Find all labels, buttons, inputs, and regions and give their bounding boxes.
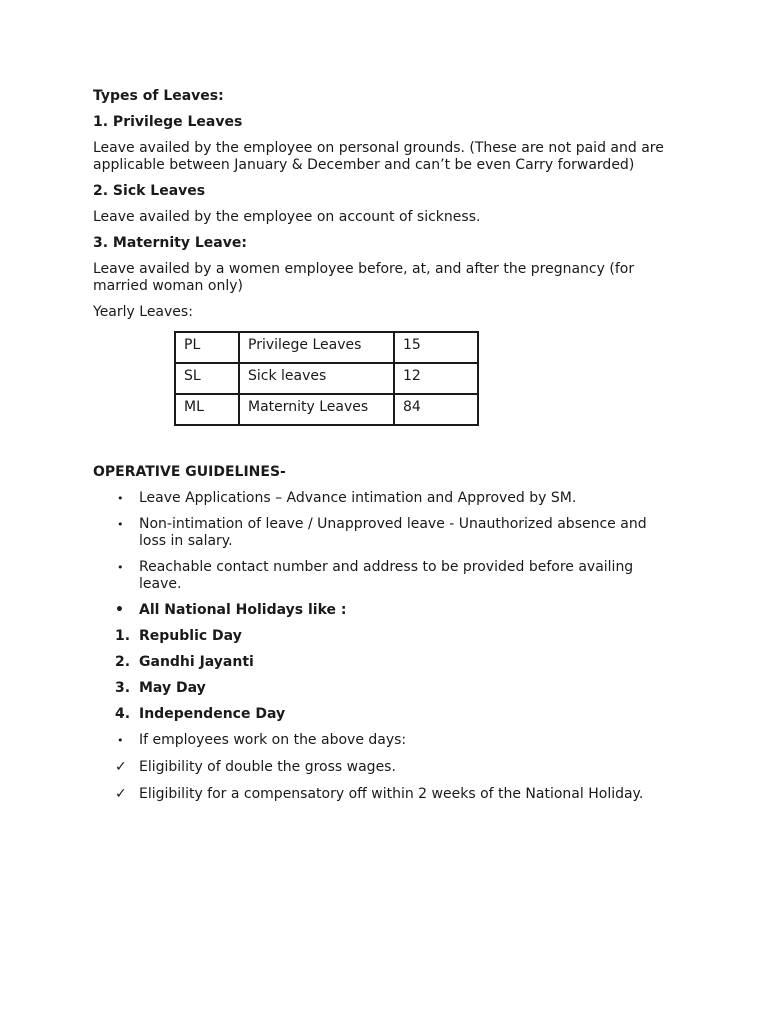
holidays-intro: All National Holidays like : <box>139 602 347 618</box>
leave-code-cell: SL <box>175 363 239 394</box>
sick-leaves-heading: 2. Sick Leaves <box>93 183 206 199</box>
bullet-icon: • <box>115 602 124 618</box>
guidelines-list <box>93 490 693 803</box>
leave-name-cell: Sick leaves <box>239 363 394 394</box>
list-item <box>93 602 693 619</box>
yearly-leaves-label: Yearly Leaves: <box>93 304 193 320</box>
list-item <box>93 628 693 645</box>
list-item-text-line-2: leave. <box>139 576 182 592</box>
table-row <box>175 394 478 425</box>
privilege-leaves-heading: 1. Privilege Leaves <box>93 114 243 130</box>
holiday-name: Independence Day <box>139 706 286 722</box>
bullet-icon: • <box>117 561 124 574</box>
maternity-leave-text-line-2: married woman only) <box>93 278 243 294</box>
list-item <box>93 680 693 697</box>
leave-code-cell: PL <box>175 332 239 363</box>
types-title: Types of Leaves: <box>93 88 224 104</box>
table-row <box>175 332 478 363</box>
list-number: 3. <box>115 680 131 696</box>
yearly-leaves-table <box>174 331 479 426</box>
list-item-text-line-1: Reachable contact number and address to be provided before availing <box>139 559 634 575</box>
sick-leaves-text: Leave availed by the employee on account of sickness. <box>93 209 481 225</box>
list-number: 1. <box>115 628 131 644</box>
leave-code-cell: ML <box>175 394 239 425</box>
holiday-name: Gandhi Jayanti <box>139 654 254 670</box>
table-row <box>175 363 478 394</box>
leave-name-cell: Privilege Leaves <box>239 332 394 363</box>
check-icon: ✓ <box>115 786 127 802</box>
operative-guidelines-title: OPERATIVE GUIDELINES- <box>93 464 286 480</box>
list-item <box>93 490 693 507</box>
maternity-leave-heading: 3. Maternity Leave: <box>93 235 247 251</box>
list-item <box>93 786 693 803</box>
privilege-leaves-text-line-2: applicable between January & December and can’t be even Carry forwarded) <box>93 157 635 173</box>
list-item <box>93 654 693 671</box>
holiday-name: May Day <box>139 680 206 696</box>
leave-name-cell: Maternity Leaves <box>239 394 394 425</box>
holiday-name: Republic Day <box>139 628 242 644</box>
list-number: 4. <box>115 706 131 722</box>
list-item-text: Leave Applications – Advance intimation and Approved by SM. <box>139 490 577 506</box>
bullet-icon: • <box>117 734 124 747</box>
list-item <box>93 759 693 776</box>
list-item-text-line-2: loss in salary. <box>139 533 233 549</box>
work-intro: If employees work on the above days: <box>139 732 407 748</box>
list-item <box>93 706 693 723</box>
list-item <box>93 516 693 550</box>
privilege-leaves-text-line-1: Leave availed by the employee on personal grounds. (These are not paid and are <box>93 140 664 156</box>
list-item <box>93 732 693 749</box>
leave-days-cell: 15 <box>394 332 478 363</box>
list-number: 2. <box>115 654 131 670</box>
bullet-icon: • <box>117 492 124 505</box>
list-item <box>93 559 693 593</box>
check-item-text: Eligibility of double the gross wages. <box>139 759 396 775</box>
bullet-icon: • <box>117 518 124 531</box>
check-icon: ✓ <box>115 759 127 775</box>
maternity-leave-text-line-1: Leave availed by a women employee before, at, and after the pregnancy (for <box>93 261 635 277</box>
leave-days-cell: 84 <box>394 394 478 425</box>
leave-days-cell: 12 <box>394 363 478 394</box>
leave-types-section <box>93 88 693 321</box>
list-item-text-line-1: Non-intimation of leave / Unapproved leave - Unauthorized absence and <box>139 516 647 532</box>
check-item-text: Eligibility for a compensatory off within 2 weeks of the National Holiday. <box>139 786 644 802</box>
